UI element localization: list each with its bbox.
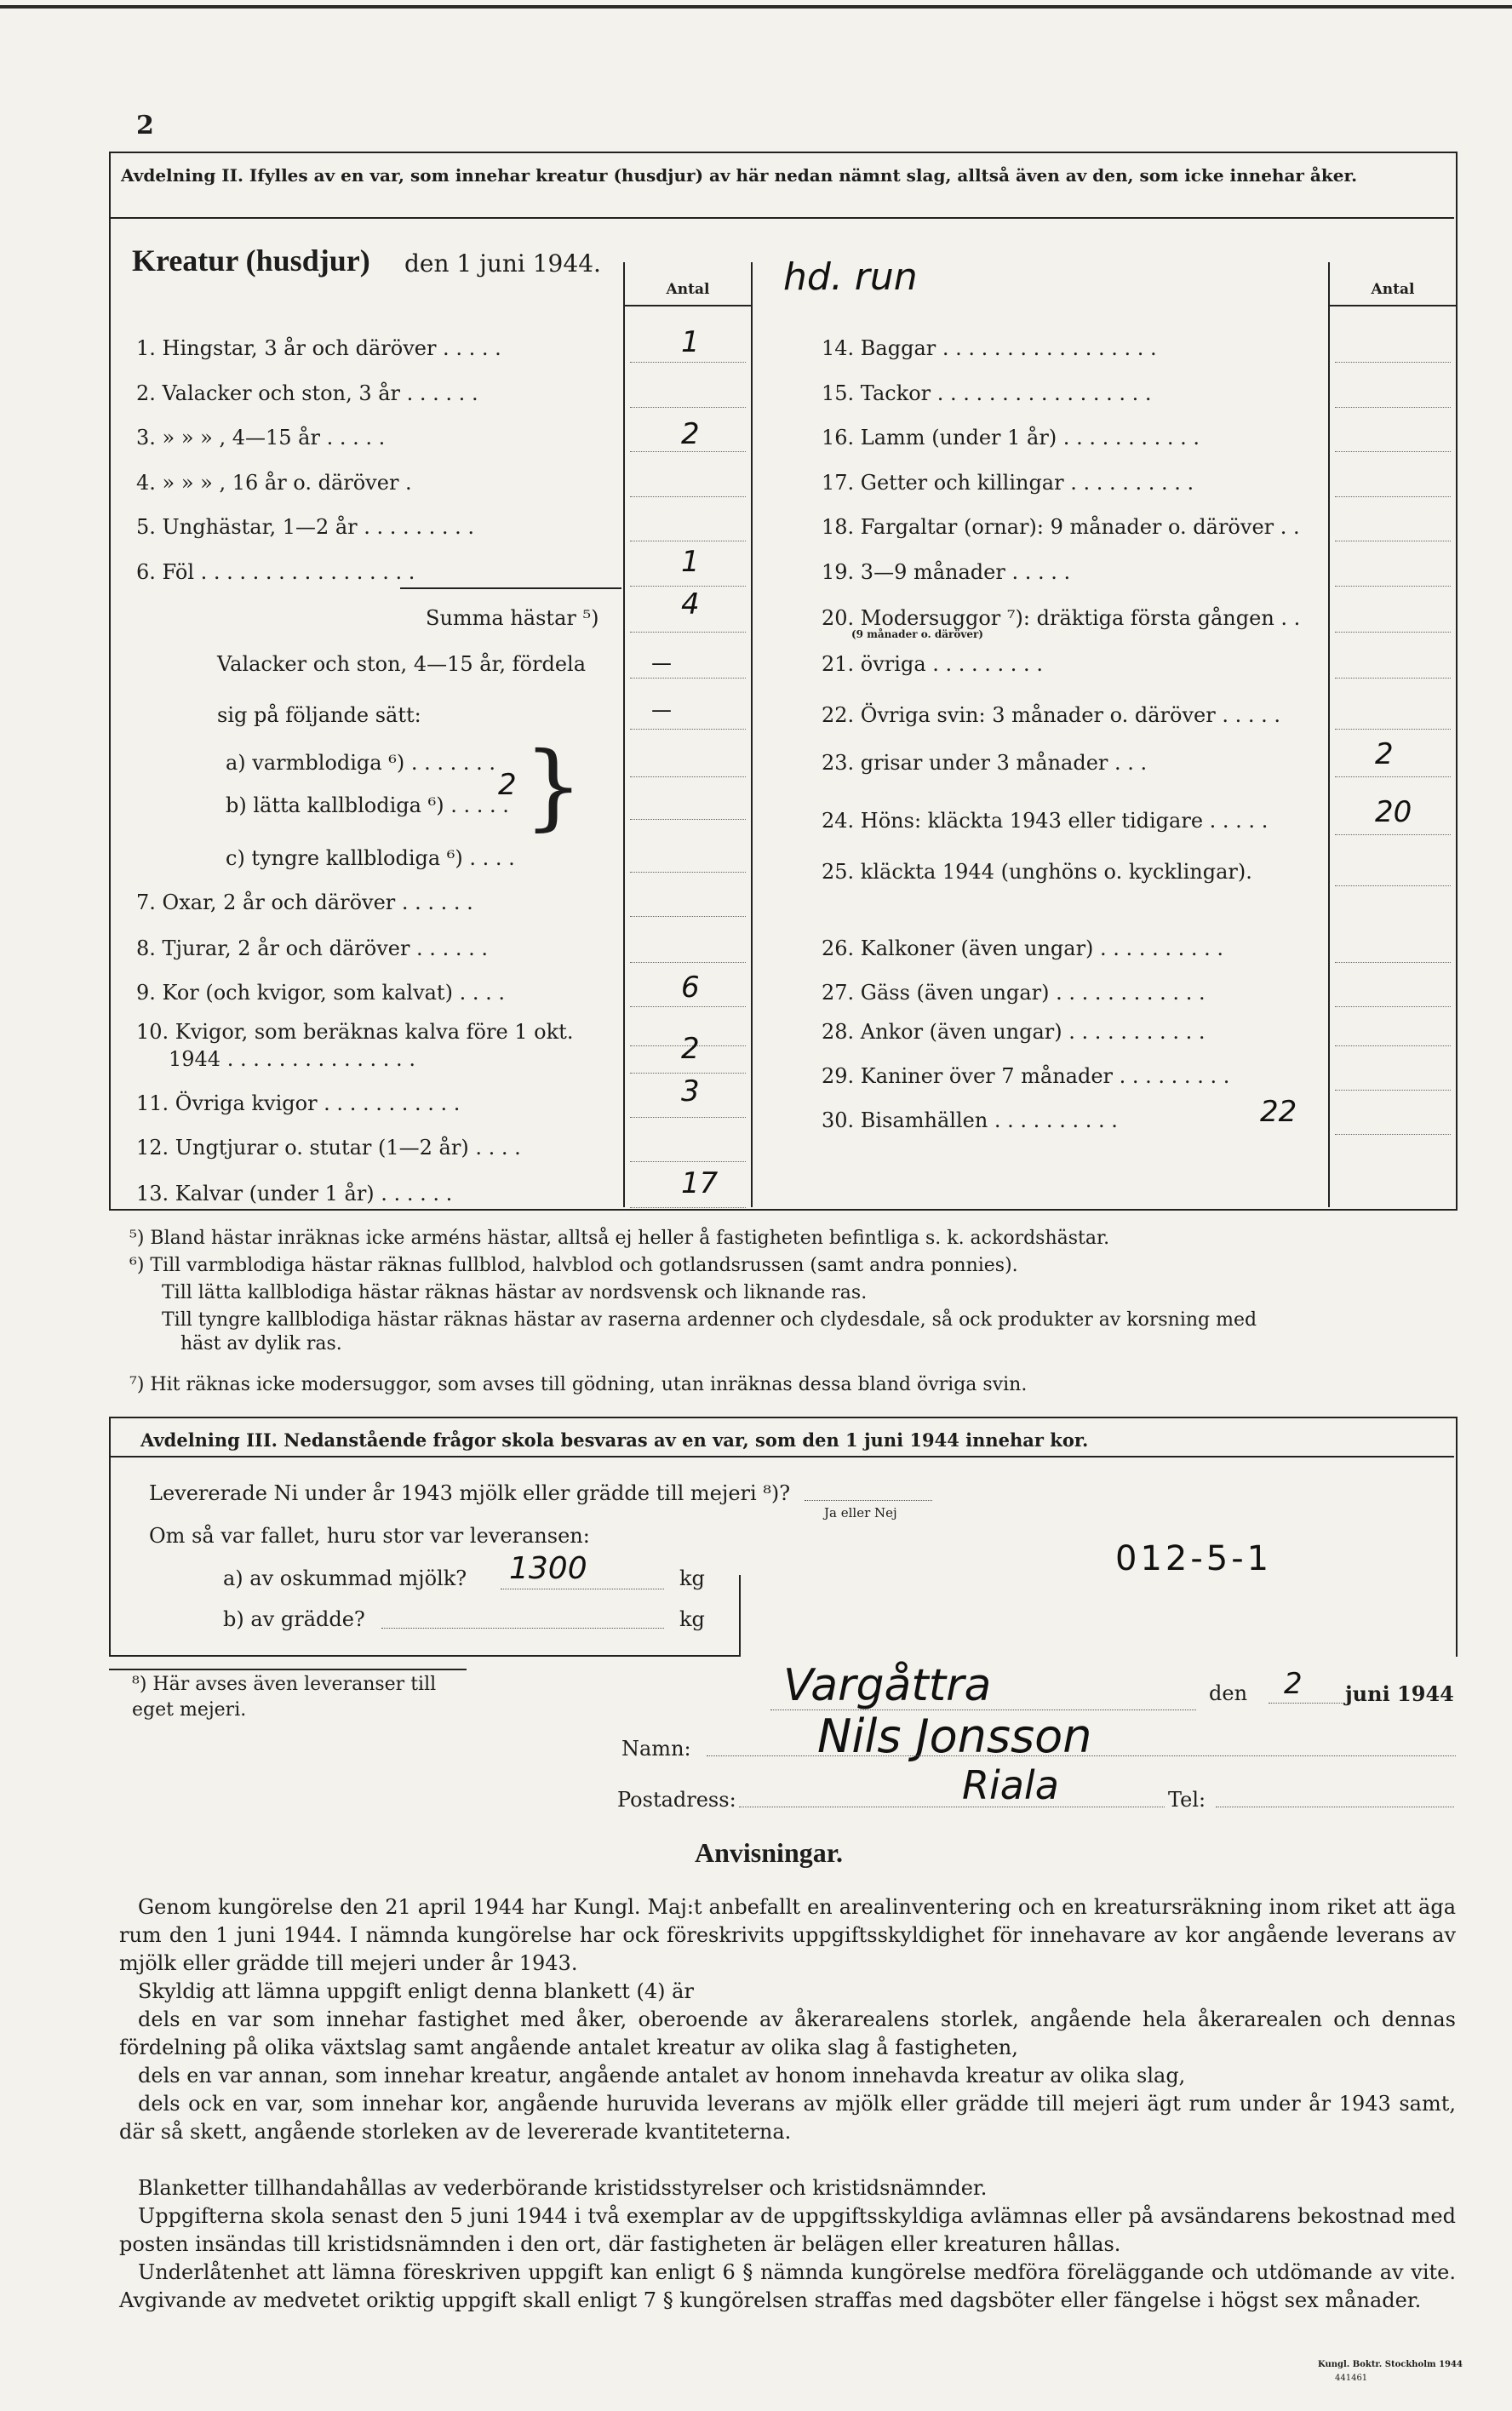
livestock-row-label: 24. Höns: kläckta 1943 eller tidigare . . . . . bbox=[822, 809, 1269, 833]
livestock-row-label: 4. » » » , 16 år o. däröver . bbox=[136, 471, 412, 495]
count-cell-line bbox=[1335, 407, 1451, 408]
count-value[interactable]: — bbox=[651, 651, 672, 675]
livestock-row-label: 28. Ankor (även ungar) . . . . . . . . . . . bbox=[822, 1020, 1206, 1044]
livestock-row-label: 2. Valacker och ston, 3 år . . . . . . bbox=[136, 381, 478, 405]
divider bbox=[739, 1575, 741, 1657]
count-value[interactable]: 1 bbox=[681, 545, 700, 579]
instructions-para-2: Skyldig att lämna uppgift enligt denna blankett (4) är bbox=[138, 1979, 694, 2003]
count-cell-line bbox=[1335, 496, 1451, 497]
livestock-row-label: 16. Lamm (under 1 år) . . . . . . . . . . . bbox=[822, 426, 1200, 450]
footnote-6c: Till tyngre kallblodiga hästar räknas hästar av raserna ardenner och clydesdale, så ock produkter av korsning med bbox=[162, 1309, 1257, 1331]
count-cell-line bbox=[1335, 451, 1451, 452]
count-value[interactable]: 2 bbox=[681, 417, 700, 451]
count-column-header: Antal bbox=[625, 262, 751, 306]
count-value[interactable]: 2 bbox=[1375, 737, 1394, 771]
name-line bbox=[707, 1755, 1456, 1756]
page-number: 2 bbox=[136, 111, 154, 140]
answer-hint: Ja eller Nej bbox=[824, 1505, 897, 1520]
count-cell-line bbox=[630, 729, 746, 730]
count-cell-line bbox=[630, 872, 746, 873]
footnote-6d: häst av dylik ras. bbox=[180, 1333, 342, 1354]
count-cell-line bbox=[630, 1073, 746, 1074]
count-cell-line bbox=[1335, 729, 1451, 730]
livestock-row-label: 17. Getter och killingar . . . . . . . . . . bbox=[822, 471, 1194, 495]
count-cell-line bbox=[1335, 678, 1451, 679]
handwritten-code: 012-5-1 bbox=[1115, 1539, 1273, 1578]
top-edge-line bbox=[0, 5, 1512, 9]
count-cell-line bbox=[1335, 885, 1451, 886]
livestock-title: Kreatur (husdjur) bbox=[132, 243, 370, 278]
instructions-para-8: Underlåtenhet att lämna föreskriven uppgift kan enligt 6 § nämnda kungörelse medföra föreläggande och utdömande av vite. Avgivande av medvetet oriktig uppgift skall enligt 7 § kungörelsen straffas med dagsböter eller fängelse i högst sex månader. bbox=[119, 2260, 1456, 2312]
livestock-row-label: 26. Kalkoner (även ungar) . . . . . . . . . . bbox=[822, 936, 1223, 960]
place-handwritten[interactable]: Vargåttra bbox=[783, 1660, 992, 1711]
livestock-row-label: 27. Gäss (även ungar) . . . . . . . . . . . . bbox=[822, 981, 1206, 1005]
livestock-row-label: (9 månader o. däröver) bbox=[851, 628, 983, 640]
date-month-year: juni 1944 bbox=[1345, 1681, 1454, 1706]
count-cell-line bbox=[1335, 834, 1451, 835]
answer-line[interactable] bbox=[805, 1500, 932, 1501]
livestock-row-label: 20. Modersuggor ⁷): dräktiga första gången . . bbox=[822, 606, 1301, 630]
section-2-header: Avdelning II. Ifylles av en var, som innehar kreatur (husdjur) av här nedan nämnt slag, alltså även av den, som icke innehar åker. bbox=[121, 165, 1358, 186]
livestock-row-label: Summa hästar ⁵) bbox=[426, 606, 599, 630]
printer-number: 441461 bbox=[1335, 2374, 1368, 2383]
count-cell-line bbox=[630, 962, 746, 963]
bracket-value[interactable]: 2 bbox=[498, 768, 517, 802]
question-amount: Om så var fallet, huru stor var leveransen: bbox=[149, 1524, 590, 1548]
livestock-row-label: 6. Föl . . . . . . . . . . . . . . . . . bbox=[136, 560, 415, 584]
count-value[interactable]: 3 bbox=[681, 1074, 700, 1108]
instructions-para-6: Blanketter tillhandahållas av vederbörande kristidsstyrelser och kristidsnämnder. bbox=[138, 2176, 988, 2200]
livestock-row-label: c) tyngre kallblodiga ⁶) . . . . bbox=[226, 846, 515, 870]
livestock-row-label: 1. Hingstar, 3 år och däröver . . . . . bbox=[136, 336, 501, 360]
count-column-header: Antal bbox=[1330, 262, 1456, 306]
livestock-row-label: sig på följande sätt: bbox=[217, 703, 421, 727]
instructions-title: Anvisningar. bbox=[695, 1837, 843, 1868]
livestock-row-label: 14. Baggar . . . . . . . . . . . . . . . . . bbox=[822, 336, 1157, 360]
footnote-7: ⁷) Hit räknas icke modersuggor, som avses till gödning, utan inräknas dessa bland övriga svin. bbox=[129, 1374, 1028, 1395]
livestock-row-label: b) lätta kallblodiga ⁶) . . . . . bbox=[226, 793, 509, 817]
count-cell-line bbox=[1335, 1090, 1451, 1091]
postadress-handwritten[interactable]: Riala bbox=[962, 1762, 1059, 1808]
question-milk: a) av oskummad mjölk? bbox=[223, 1566, 467, 1590]
livestock-row-label: 22. Övriga svin: 3 månader o. däröver . . . . . bbox=[822, 703, 1281, 727]
divider bbox=[109, 1655, 739, 1657]
count-value[interactable]: — bbox=[651, 698, 672, 722]
question-delivery: Levererade Ni under år 1943 mjölk eller grädde till mejeri ⁸)? bbox=[149, 1481, 791, 1505]
livestock-row-label: 9. Kor (och kvigor, som kalvat) . . . . bbox=[136, 981, 505, 1005]
divider bbox=[109, 1669, 467, 1670]
name-handwritten[interactable]: Nils Jonsson bbox=[817, 1709, 1092, 1763]
livestock-row-label: 8. Tjurar, 2 år och däröver . . . . . . bbox=[136, 936, 488, 960]
count-cell-line bbox=[630, 586, 746, 587]
instructions-para-1: Genom kungörelse den 21 april 1944 har Kungl. Maj:t anbefallt en arealinventering och en kreatursräkning inom riket att äga rum den 1 juni 1944. I nämnda kungörelse har ock föreskrivits uppgiftsskyldighet för innehavare av kor angående leverans av mjölk eller grädde till mejeri under år 1943. bbox=[119, 1895, 1456, 1975]
count-cell-line bbox=[630, 916, 746, 917]
count-cell-line bbox=[1335, 362, 1451, 363]
question-cream: b) av grädde? bbox=[223, 1607, 365, 1631]
count-cell-line bbox=[1335, 1045, 1451, 1046]
count-cell-line bbox=[1335, 776, 1451, 777]
count-cell-line bbox=[630, 407, 746, 408]
milk-unit: kg bbox=[679, 1566, 705, 1590]
livestock-row-label: 10. Kvigor, som beräknas kalva före 1 okt. bbox=[136, 1020, 574, 1044]
count-column-right bbox=[1328, 262, 1458, 1207]
livestock-row-label: 11. Övriga kvigor . . . . . . . . . . . bbox=[136, 1091, 461, 1115]
bracket-icon: } bbox=[524, 731, 583, 840]
postadress-label: Postadress: bbox=[617, 1788, 736, 1812]
count-cell-line bbox=[1335, 1134, 1451, 1135]
livestock-row-label: 12. Ungtjurar o. stutar (1—2 år) . . . . bbox=[136, 1136, 521, 1160]
milk-value[interactable]: 1300 bbox=[509, 1551, 587, 1586]
count-value[interactable]: 22 bbox=[1260, 1095, 1297, 1129]
count-cell-line bbox=[630, 1117, 746, 1118]
livestock-row-label: a) varmblodiga ⁶) . . . . . . . bbox=[226, 751, 496, 775]
livestock-row-label: 21. övriga . . . . . . . . . bbox=[822, 652, 1043, 676]
livestock-row-label: 23. grisar under 3 månader . . . bbox=[822, 751, 1148, 775]
name-label: Namn: bbox=[621, 1737, 691, 1761]
count-cell-line bbox=[1335, 586, 1451, 587]
day-line bbox=[1269, 1703, 1345, 1704]
livestock-row-label: 3. » » » , 4—15 år . . . . . bbox=[136, 426, 386, 450]
cream-line[interactable] bbox=[381, 1628, 664, 1629]
count-value[interactable]: 6 bbox=[681, 971, 700, 1005]
footnote-8: ⁸) Här avses även leveranser till eget mejeri. bbox=[132, 1674, 437, 1721]
count-cell-line bbox=[630, 819, 746, 820]
footnote-6b: Till lätta kallblodiga hästar räknas hästar av nordsvensk och liknande ras. bbox=[162, 1282, 868, 1303]
count-value[interactable]: 1 bbox=[681, 325, 700, 359]
count-value[interactable]: 20 bbox=[1375, 795, 1412, 829]
livestock-row-label: 19. 3—9 månader . . . . . bbox=[822, 560, 1071, 584]
livestock-row-label: 18. Fargaltar (ornar): 9 månader o. däröver . . bbox=[822, 515, 1300, 539]
count-cell-line bbox=[630, 632, 746, 633]
instructions-para-5: dels ock en var, som innehar kor, angående huruvida leverans av mjölk eller grädde till mejeri ägt rum under år 1943 samt, där så skett, angående storleken av de levererade kvantiteterna. bbox=[119, 2092, 1456, 2144]
livestock-row-label: 30. Bisamhällen . . . . . . . . . . bbox=[822, 1108, 1118, 1132]
livestock-row-label: 13. Kalvar (under 1 år) . . . . . . bbox=[136, 1182, 453, 1206]
count-cell-line bbox=[1335, 632, 1451, 633]
count-cell-line bbox=[630, 678, 746, 679]
count-value[interactable]: 17 bbox=[681, 1166, 719, 1200]
divider bbox=[109, 1456, 1454, 1457]
count-cell-line bbox=[630, 451, 746, 452]
count-value[interactable]: 2 bbox=[681, 1032, 700, 1066]
date-label: den bbox=[1209, 1681, 1248, 1705]
livestock-row-label: 1944 . . . . . . . . . . . . . . . bbox=[169, 1047, 415, 1071]
printer-mark: Kungl. Boktr. Stockholm 1944 bbox=[1318, 2360, 1463, 2369]
livestock-row-label: Valacker och ston, 4—15 år, fördela bbox=[217, 652, 587, 676]
instructions-para-4: dels en var annan, som innehar kreatur, angående antalet av honom innehavda kreatur av olika slag, bbox=[138, 2064, 1186, 2087]
count-cell-line bbox=[630, 1161, 746, 1162]
footnote-6: ⁶) Till varmblodiga hästar räknas fullblod, halvblod och gotlandsrussen (samt andra ponnies). bbox=[129, 1255, 1018, 1276]
tel-label: Tel: bbox=[1168, 1788, 1206, 1812]
instructions-para-7: Uppgifterna skola senast den 5 juni 1944 i två exemplar av de uppgiftsskyldiga avlämnas eller på avsändarens bekostnad med posten insändas till kristidsnämnden i den ort, där fastigheten är belägen eller kreaturen hållas. bbox=[119, 2204, 1456, 2256]
date-day[interactable]: 2 bbox=[1284, 1667, 1303, 1701]
handwritten-note: hd. run bbox=[783, 255, 918, 299]
section-3-header: Avdelning III. Nedanstående frågor skola besvaras av en var, som den 1 juni 1944 innehar kor. bbox=[140, 1429, 1089, 1451]
count-cell-line bbox=[630, 776, 746, 777]
count-value[interactable]: 4 bbox=[681, 587, 700, 621]
sum-underline bbox=[400, 587, 621, 589]
livestock-row-label: 29. Kaniner över 7 månader . . . . . . . . . bbox=[822, 1064, 1230, 1088]
footnote-5: ⁵) Bland hästar inräknas icke arméns hästar, alltså ej heller å fastigheten befintliga s. k. ackordshästar. bbox=[129, 1228, 1110, 1249]
livestock-date: den 1 juni 1944. bbox=[404, 249, 601, 278]
count-cell-line bbox=[630, 1006, 746, 1007]
count-cell-line bbox=[630, 496, 746, 497]
livestock-row-label: 7. Oxar, 2 år och däröver . . . . . . bbox=[136, 891, 473, 914]
livestock-row-label: 15. Tackor . . . . . . . . . . . . . . . . . bbox=[822, 381, 1152, 405]
cream-unit: kg bbox=[679, 1607, 705, 1631]
count-cell-line bbox=[630, 1207, 746, 1208]
livestock-row-label: 5. Unghästar, 1—2 år . . . . . . . . . bbox=[136, 515, 474, 539]
instructions-para-3: dels en var som innehar fastighet med åker, oberoende av åkerarealens storlek, angående hela åkerarealen och dennas fördelning på olika växtslag samt angående antalet kreatur av olika slag å fastigheten, bbox=[119, 2007, 1456, 2059]
count-cell-line bbox=[1335, 962, 1451, 963]
count-cell-line bbox=[630, 362, 746, 363]
livestock-row-label: 25. kläckta 1944 (unghöns o. kycklingar). bbox=[822, 860, 1252, 884]
count-cell-line bbox=[1335, 1006, 1451, 1007]
divider bbox=[109, 217, 1454, 219]
